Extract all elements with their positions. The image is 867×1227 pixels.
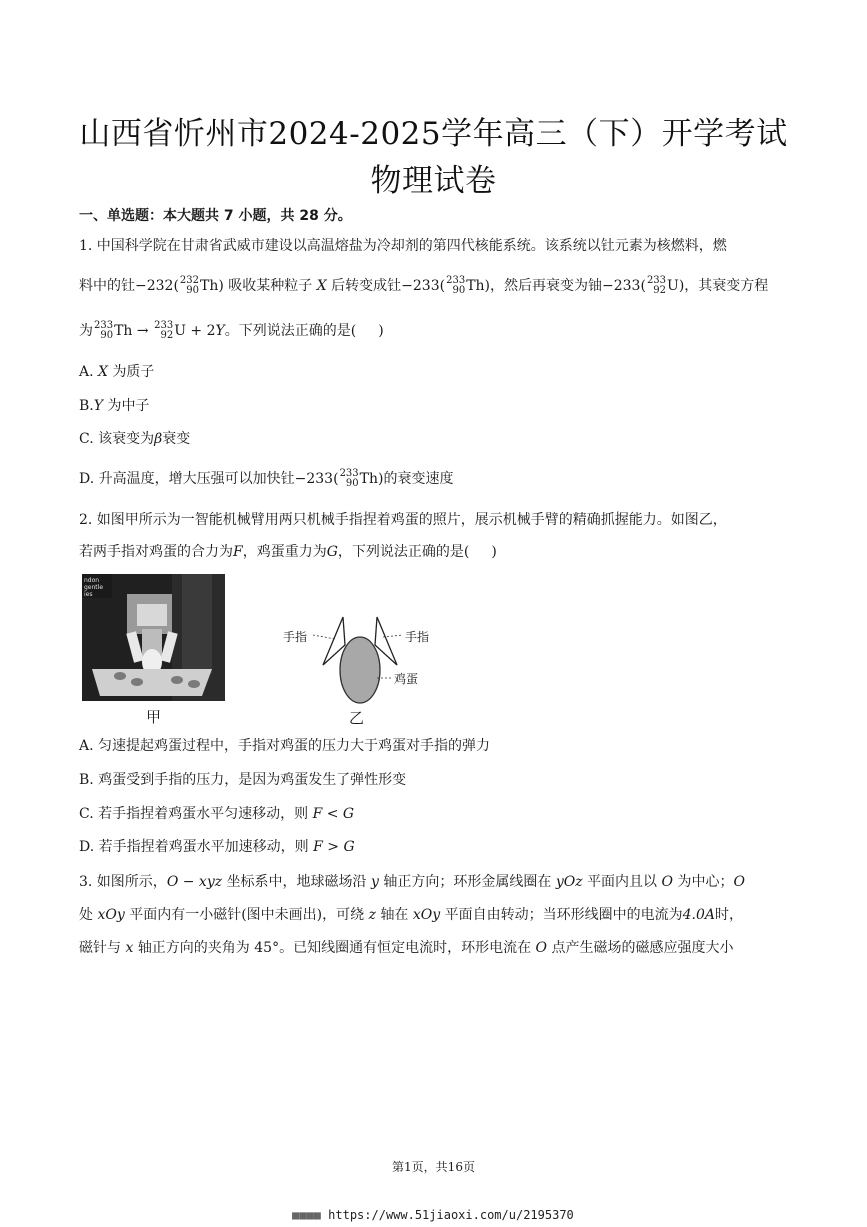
- q1-line-3: 为 233 90 Th → 233 92 U + 2Y。下列说法正确的是( ): [79, 320, 384, 341]
- svg-text:gentle: gentle: [84, 584, 104, 591]
- q2-option-c: C. 若手指捏着鸡蛋水平匀速移动，则 F < G: [79, 806, 355, 822]
- q2-option-a: A. 匀速提起鸡蛋过程中，手指对鸡蛋的压力大于鸡蛋对手指的弹力: [79, 738, 491, 754]
- section-heading: 一、单选题：本大题共 7 小题，共 28 分。: [79, 208, 352, 224]
- page-footer: 第1页，共16页: [392, 1160, 475, 1174]
- doc-title-line-2: 物理试卷: [370, 163, 497, 199]
- label-finger-left: 手指: [283, 630, 308, 644]
- q3-line-1: 3. 如图所示，O − xyz 坐标系中，地球磁场沿 y 轴正方向；环形金属线圈在 yOz 平面内且以 O 为中心；O: [79, 874, 745, 890]
- q1-option-d: D. 升高温度，增大压强可以加快钍−233( 233 90 Th)的衰变速度: [79, 468, 454, 489]
- q2-option-d: D. 若手指捏着鸡蛋水平加速移动，则 F > G: [79, 839, 355, 855]
- robot-arm-photo-drawing: [82, 574, 225, 701]
- egg-shape: [340, 637, 380, 703]
- q2-line-2: 若两手指对鸡蛋的合力为F，鸡蛋重力为G，下列说法正确的是( ): [79, 544, 497, 560]
- source-url: ■■■■ https://www.51jiaoxi.com/u/2195370: [292, 1208, 574, 1222]
- q1-line-1: 1. 中国科学院在甘肃省武威市建设以高温熔盐为冷却剂的第四代核能系统。该系统以钍元素为核燃料，燃: [79, 238, 727, 254]
- figure-caption-yi: 乙: [349, 709, 365, 727]
- q3-line-3: 磁针与 x 轴正方向的夹角为 45°。已知线圈通有恒定电流时，环形电流在 O 点产生磁场的磁感应强度大小: [79, 940, 734, 956]
- photo-watermark-text: ndon: [84, 577, 100, 584]
- q1-option-c: C. 该衰变为β衰变: [79, 431, 191, 447]
- doc-title-line-1: 山西省忻州市2024-2025学年高三（下）开学考试: [79, 116, 788, 152]
- figure-caption-jia: 甲: [146, 708, 162, 726]
- svg-text:ies: ies: [84, 591, 93, 598]
- q1-option-b: B.Y 为中子: [79, 398, 150, 414]
- label-egg: 鸡蛋: [394, 672, 419, 686]
- q1-option-a: A. X 为质子: [79, 364, 155, 380]
- q1-line-2: 料中的钍−232( 232 90 Th) 吸收某种粒子 X 后转变成钍−233( 233 90 Th)，然后再衰变为铀−233( 233 92 U)，其衰变方程: [79, 275, 769, 296]
- robot-arm-photo: [82, 574, 225, 701]
- label-finger-right: 手指: [405, 630, 430, 644]
- egg-finger-diagram: [275, 605, 445, 715]
- q3-line-2: 处 xOy 平面内有一小磁针(图中未画出)，可绕 z 轴在 xOy 平面自由转动；当环形线圈中的电流为4.0A时，: [79, 907, 744, 923]
- q2-option-b: B. 鸡蛋受到手指的压力，是因为鸡蛋发生了弹性形变: [79, 772, 407, 788]
- q2-line-1: 2. 如图甲所示为一智能机械臂用两只机械手指捏着鸡蛋的照片，展示机械手臂的精确抓握能力。如图乙，: [79, 512, 727, 528]
